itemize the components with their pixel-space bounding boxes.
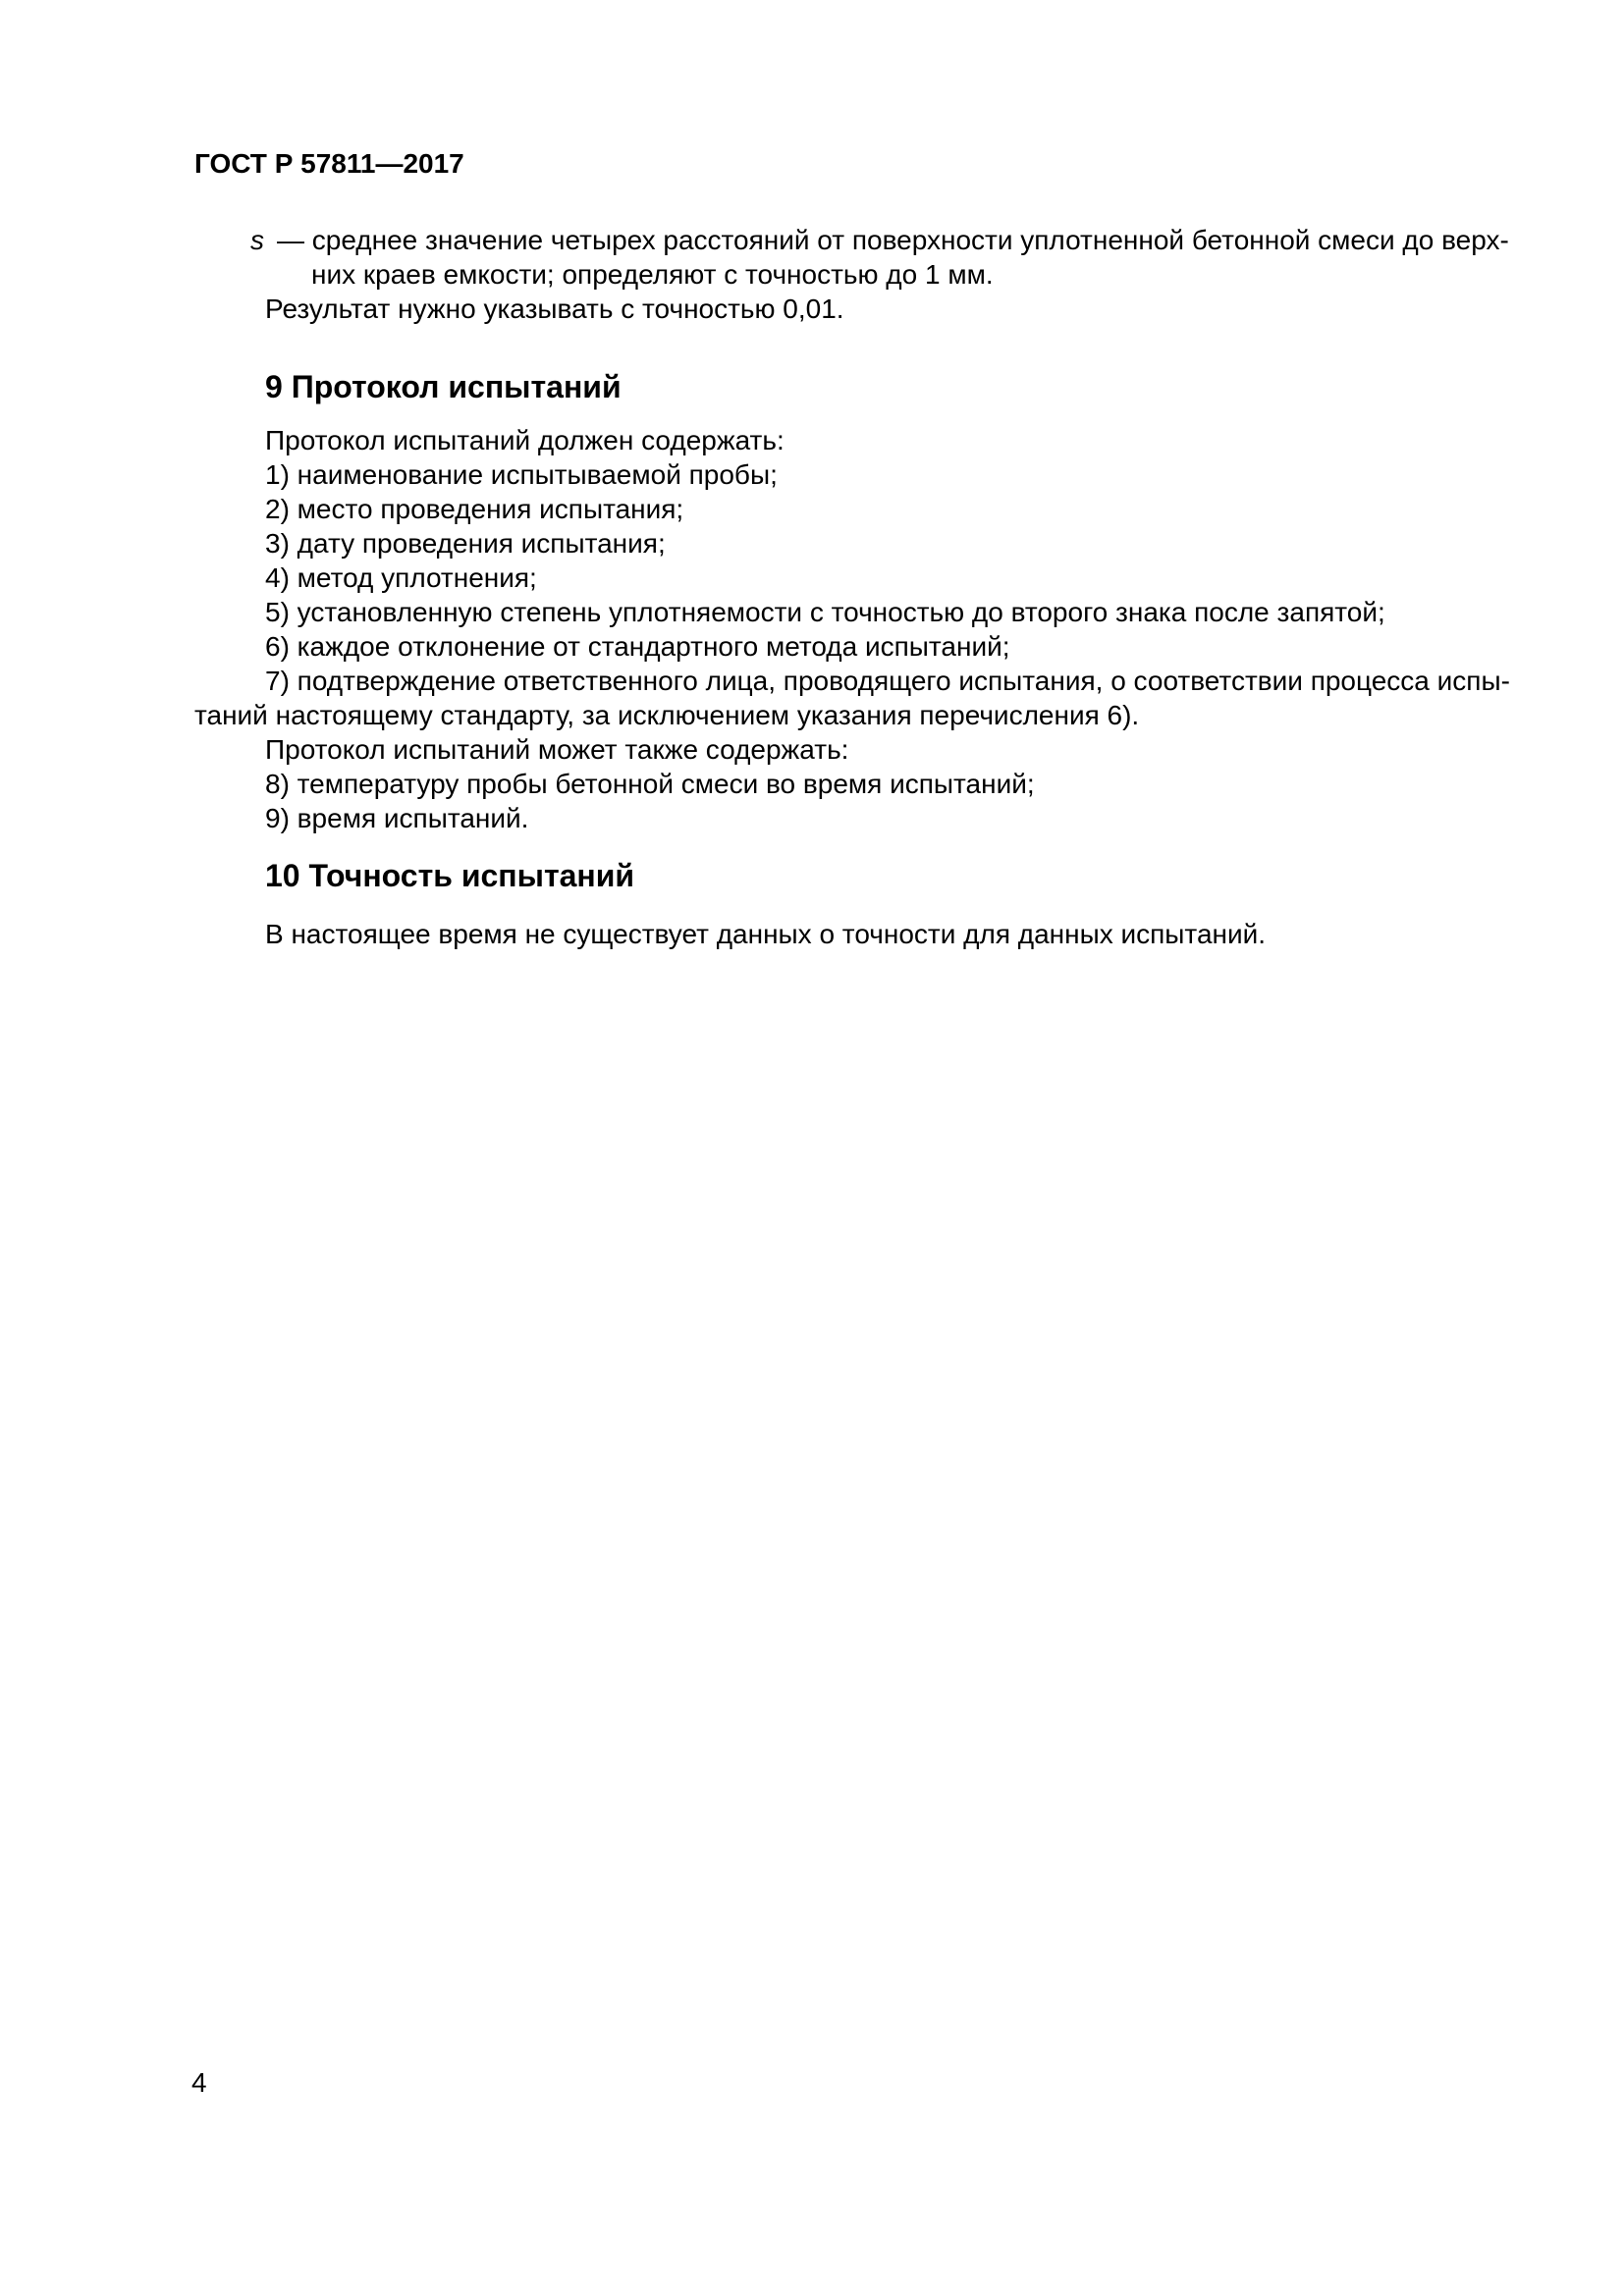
result-note: Результат нужно указывать с точностью 0,01.: [265, 294, 844, 324]
protocol-item: 5) установленную степень уплотняемости с точностью до второго знака после запятой;: [265, 597, 1385, 627]
protocol-item: 9) время испытаний.: [265, 803, 529, 833]
protocol-item: 1) наименование испытываемой пробы;: [265, 459, 778, 490]
protocol-item-7-continuation: таний настоящему стандарту, за исключением указания перечисления 6).: [194, 700, 1140, 730]
running-header: ГОСТ Р 57811—2017: [194, 148, 464, 179]
accuracy-statement: В настоящее время не существует данных о точности для данных испытаний.: [265, 919, 1267, 949]
protocol-item: 3) дату проведения испытания;: [265, 528, 666, 559]
definition-line-2: них краев емкости; определяют с точностью до 1 мм.: [311, 259, 994, 290]
definition-text: — среднее значение четырех расстояний от поверхности уплотненной бетонной смеси до верх-: [277, 225, 1509, 255]
section-9-body: [194, 423, 1569, 835]
definition-line-1: [194, 223, 1569, 257]
protocol-item: 7) подтверждение ответственного лица, проводящего испытания, о соответствии процесса испы-: [265, 666, 1510, 696]
protocol-intro-2: Протокол испытаний может также содержать:: [265, 734, 849, 765]
protocol-item: 6) каждое отклонение от стандартного метода испытаний;: [265, 631, 1010, 662]
definition-block: [194, 223, 1569, 326]
protocol-item: 8) температуру пробы бетонной смеси во время испытаний;: [265, 769, 1035, 799]
protocol-item: 4) метод уплотнения;: [265, 562, 537, 593]
section-9-heading: 9 Протокол испытаний: [265, 369, 622, 404]
protocol-intro: Протокол испытаний должен содержать:: [265, 425, 785, 455]
variable-s: s: [250, 225, 264, 255]
page-number: 4: [191, 2067, 207, 2098]
section-10-heading: 10 Точность испытаний: [265, 858, 635, 893]
protocol-item: 2) место проведения испытания;: [265, 494, 684, 524]
section-10-body: [194, 917, 1569, 951]
